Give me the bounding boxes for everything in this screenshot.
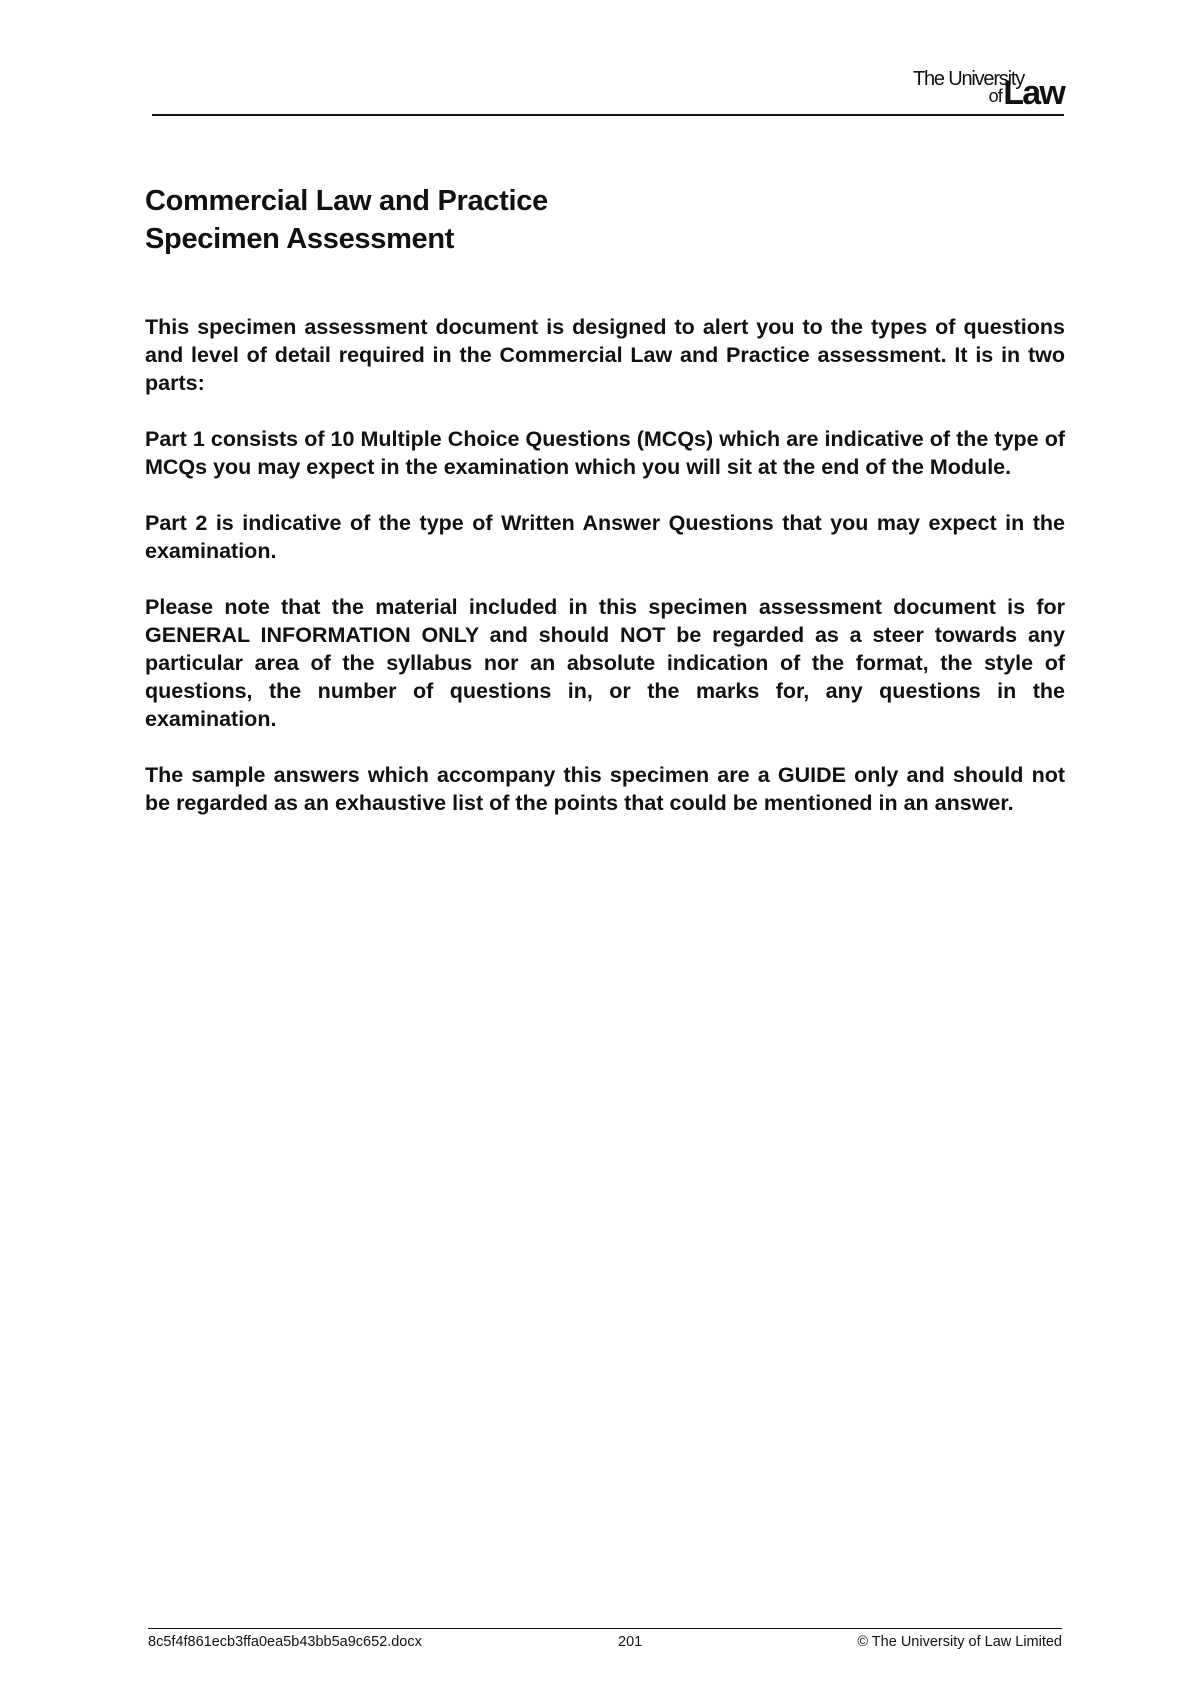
page-footer xyxy=(148,1634,1062,1656)
paragraph-intro: This specimen assessment document is designed to alert you to the types of questions and level of detail required in the Commercial Law and Practice assessment. It is in two parts: xyxy=(145,315,1065,395)
university-logo xyxy=(844,68,1064,112)
title-line-assessment: Specimen Assessment xyxy=(145,223,455,255)
document-title xyxy=(145,182,1065,258)
logo-text-law: Law xyxy=(1003,74,1064,112)
header-rule xyxy=(152,114,1064,116)
title-line-course: Commercial Law and Practice xyxy=(145,185,548,217)
paragraph-general-information: Please note that the material included in this specimen assessment document is for GENERAL INFORMATION ONLY and should NOT be regarded as a steer towards any particular area of the syllabus nor an absolute indication of the format, the style of questions, the number of questions in, or the marks for, any questions in the examination. xyxy=(145,595,1065,731)
footer-page-number: 201 xyxy=(618,1634,643,1650)
footer-filename: 8c5f4f861ecb3ffa0ea5b43bb5a9c652.docx xyxy=(148,1634,422,1650)
footer-copyright: © The University of Law Limited xyxy=(857,1634,1062,1650)
logo-text-university: The University xyxy=(912,68,1024,90)
logo-text-of: of xyxy=(988,86,1002,106)
paragraph-sample-answers: The sample answers which accompany this specimen are a GUIDE only and should not be regarded as an exhaustive list of the points that could be mentioned in an answer. xyxy=(145,763,1065,815)
paragraph-part-1: Part 1 consists of 10 Multiple Choice Questions (MCQs) which are indicative of the type of MCQs you may expect in the examination which you will sit at the end of the Module. xyxy=(145,427,1065,479)
document-body xyxy=(145,313,1065,845)
paragraph-part-2: Part 2 is indicative of the type of Written Answer Questions that you may expect in the examination. xyxy=(145,511,1065,563)
footer-rule xyxy=(148,1628,1062,1629)
